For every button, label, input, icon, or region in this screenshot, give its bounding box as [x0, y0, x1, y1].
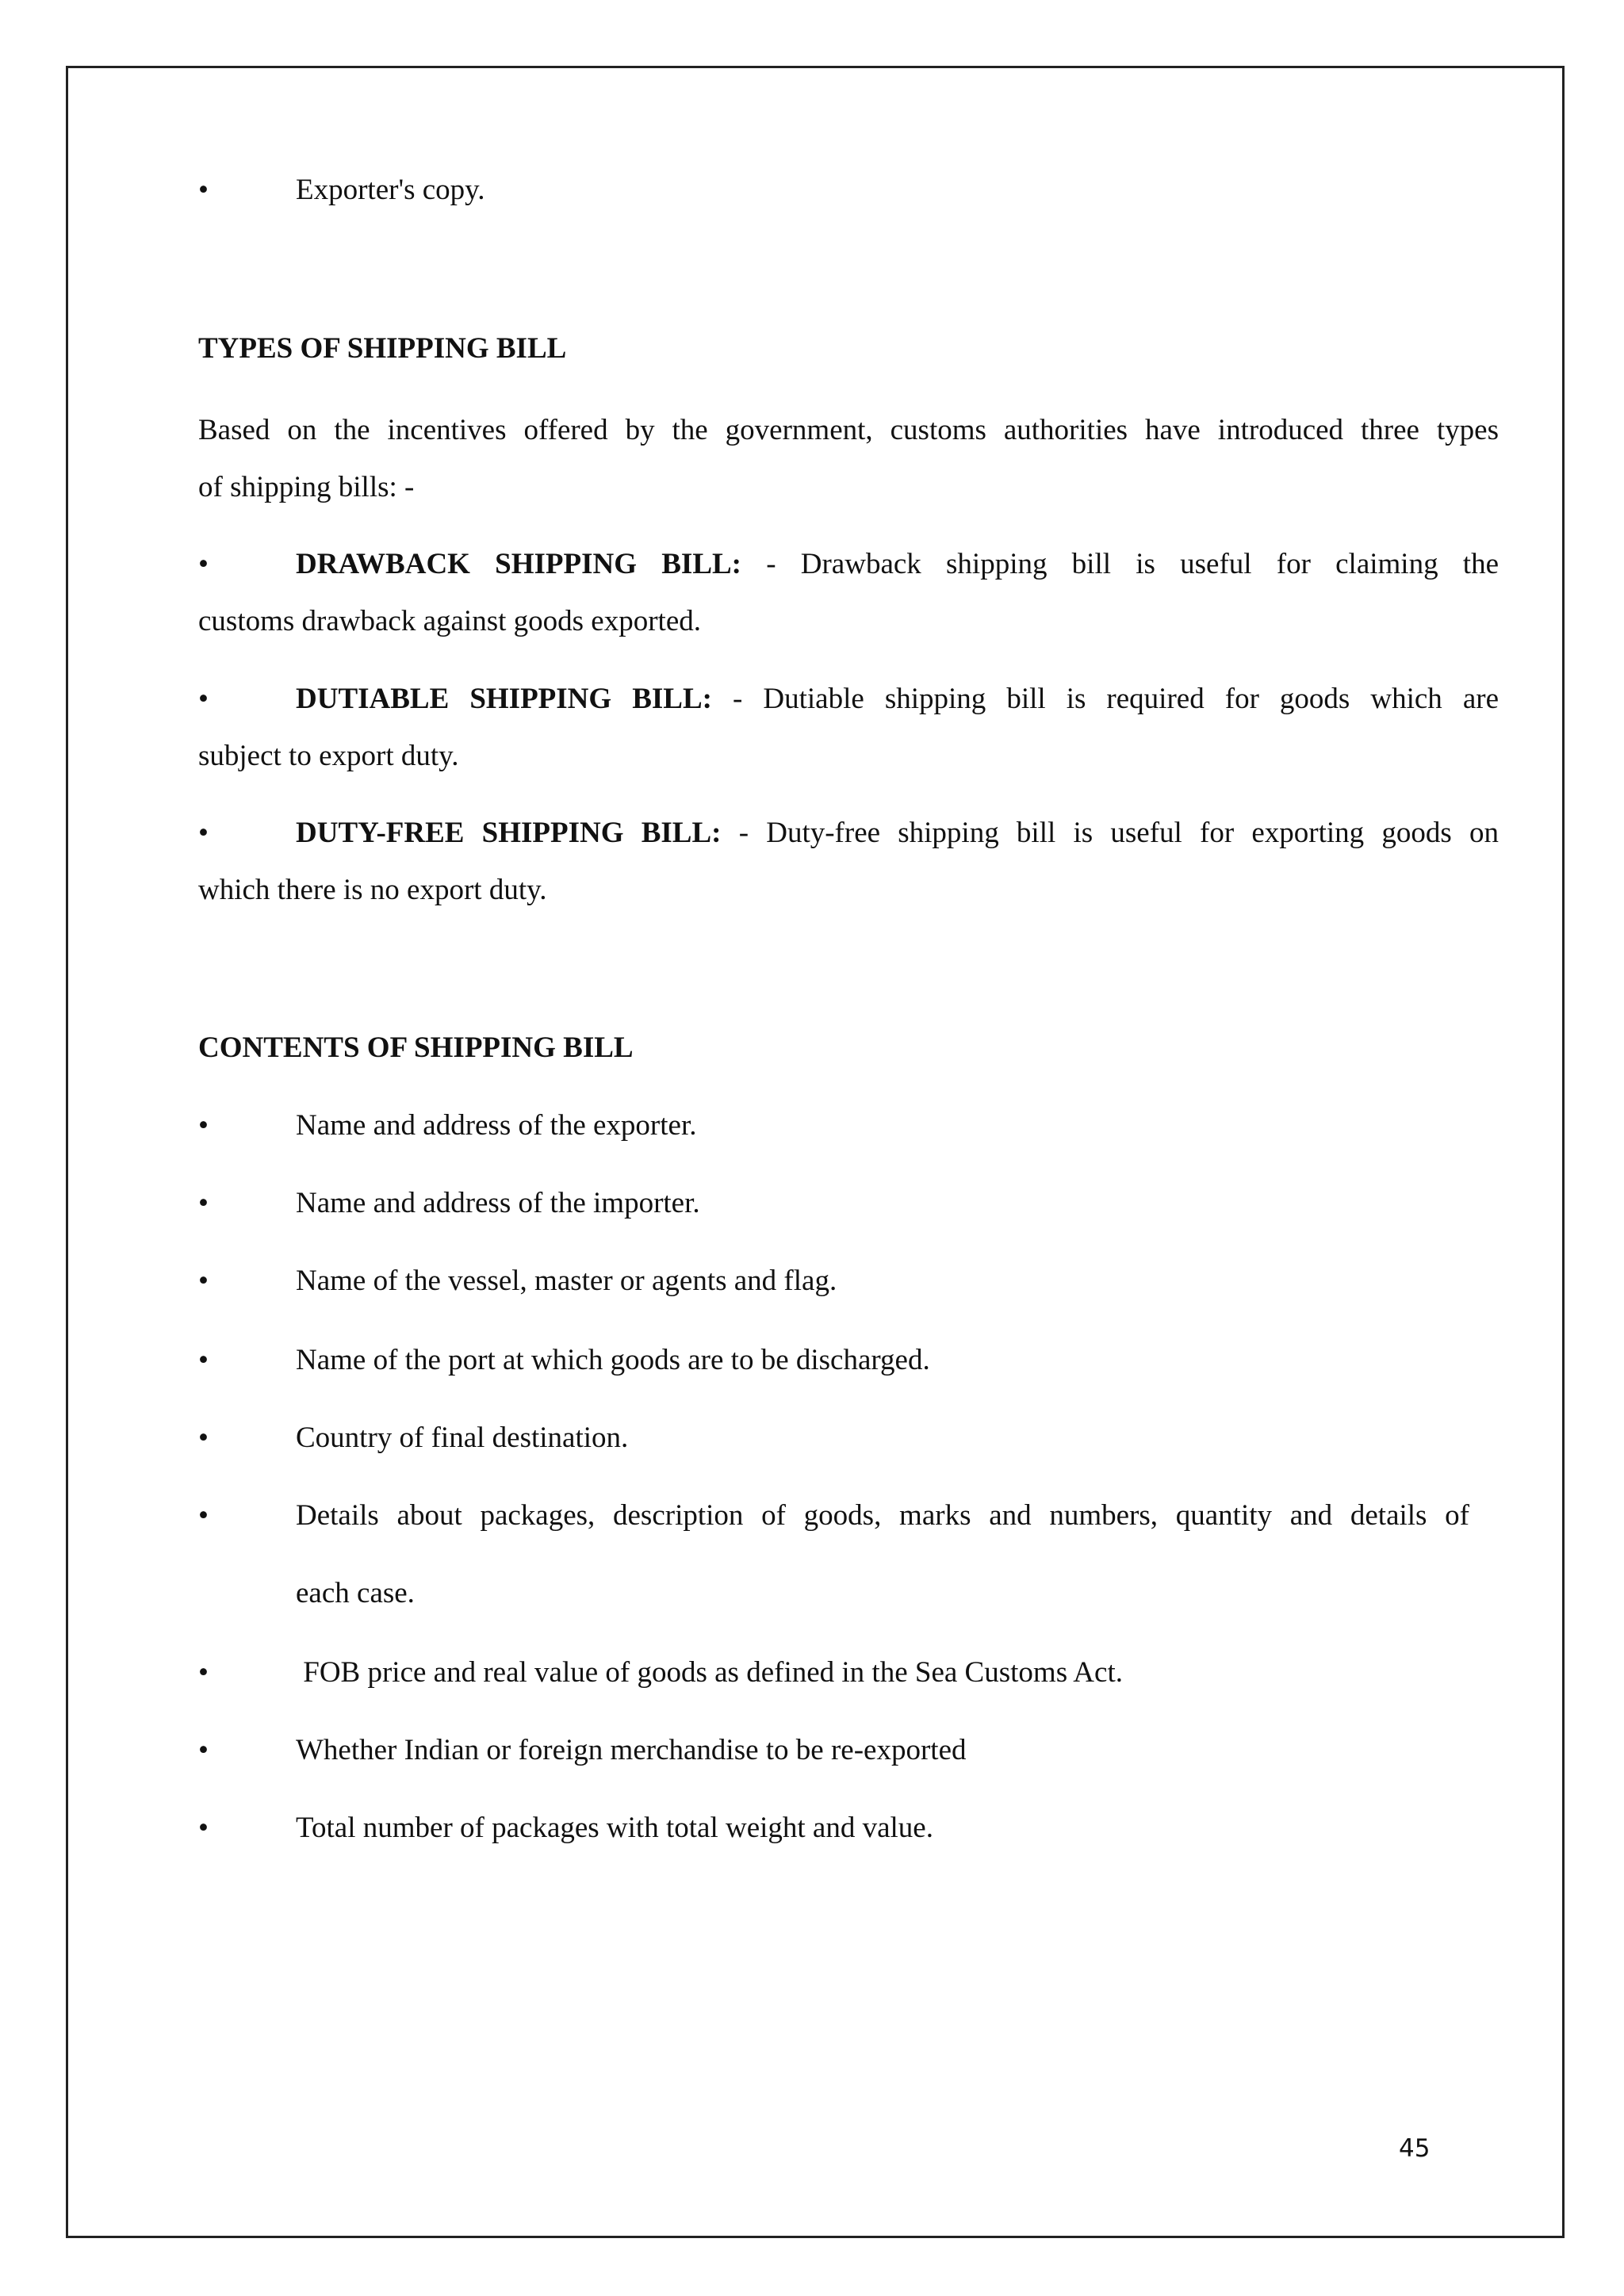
- bullet-marker: •: [198, 174, 209, 206]
- section-heading-contents: CONTENTS OF SHIPPING BILL: [198, 1031, 634, 1064]
- intro-line-1: Based on the incentives offered by the government, customs authorities have introduced three types: [198, 414, 1499, 446]
- term-line-2: customs drawback against goods exported.: [198, 605, 701, 637]
- bullet-marker: •: [198, 1265, 209, 1297]
- bullet-marker: •: [198, 1109, 209, 1142]
- bullet-marker: •: [198, 1499, 209, 1532]
- term-label: DUTY-FREE SHIPPING BILL:: [296, 817, 722, 849]
- bullet-marker: •: [198, 1422, 209, 1454]
- term-description: - Dutiable shipping bill is required for goods which are: [711, 683, 1500, 715]
- list-item-text: Total number of packages with total weight and value.: [296, 1812, 933, 1844]
- list-item-text: Country of final destination.: [296, 1422, 629, 1454]
- list-item-text: FOB price and real value of goods as defined in the Sea Customs Act.: [296, 1656, 1123, 1689]
- term-description: - Drawback shipping bill is useful for claiming the: [741, 548, 1500, 580]
- term-description: - Duty-free shipping bill is useful for exporting goods on: [721, 817, 1499, 849]
- bullet-marker: •: [198, 1187, 209, 1219]
- intro-paragraph: [198, 402, 1499, 516]
- list-item-text: Name and address of the importer.: [296, 1187, 700, 1219]
- list-item-dutiable: [198, 671, 1499, 785]
- bullet-marker: •: [198, 548, 209, 580]
- bullet-marker: •: [198, 683, 209, 715]
- list-item-text: Whether Indian or foreign merchandise to be re-exported: [296, 1734, 967, 1766]
- section-heading-types: TYPES OF SHIPPING BILL: [198, 332, 567, 365]
- bullet-marker: •: [198, 1734, 209, 1766]
- list-item-text: Exporter's copy.: [296, 174, 485, 206]
- list-item-drawback: [198, 536, 1499, 650]
- page-number: 45: [1399, 2134, 1431, 2163]
- term-line-1: [198, 671, 1499, 728]
- bullet-marker: •: [198, 817, 209, 849]
- intro-line-2: of shipping bills: -: [198, 471, 415, 503]
- page-border: [66, 66, 1565, 2238]
- term-line-1: [198, 805, 1499, 862]
- term-line-2: subject to export duty.: [198, 740, 459, 772]
- term-label: DRAWBACK SHIPPING BILL:: [296, 548, 742, 580]
- bullet-marker: •: [198, 1812, 209, 1844]
- term-line-1: [198, 536, 1499, 593]
- list-item-duty-free: [198, 805, 1499, 919]
- bullet-marker: •: [198, 1344, 209, 1376]
- list-item-text: Name of the vessel, master or agents and flag.: [296, 1265, 837, 1297]
- term-label: DUTIABLE SHIPPING BILL:: [296, 683, 712, 715]
- list-item-text: Details about packages, description of goods, marks and numbers, quantity and details of: [296, 1499, 1469, 1532]
- list-item-text: Name of the port at which goods are to be discharged.: [296, 1344, 930, 1376]
- bullet-marker: •: [198, 1656, 209, 1689]
- term-line-2: which there is no export duty.: [198, 874, 547, 906]
- list-item-text: each case.: [296, 1577, 415, 1609]
- list-item-text: Name and address of the exporter.: [296, 1109, 697, 1142]
